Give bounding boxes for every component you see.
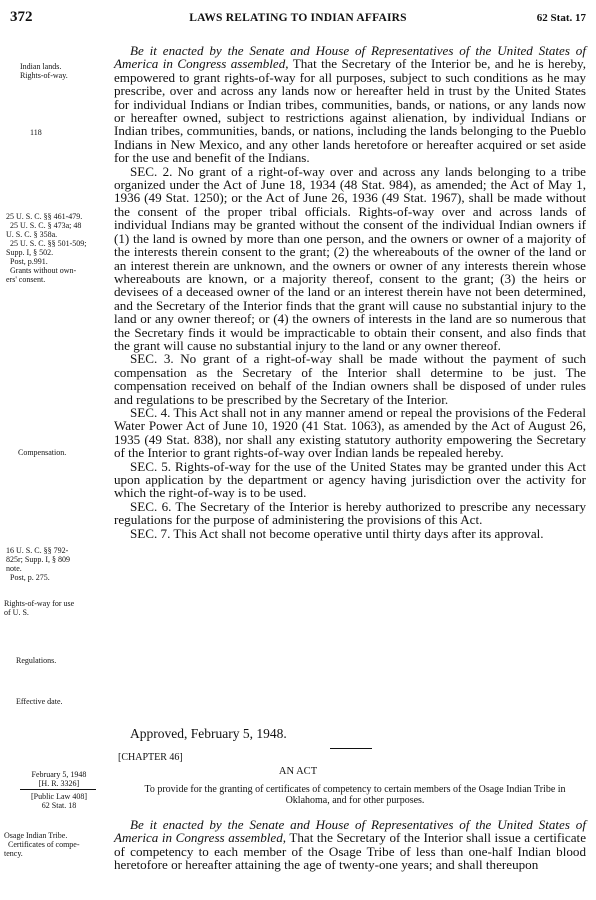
left-date: February 5, 1948 [31, 770, 87, 779]
section-2: SEC. 2. No grant of a right-of-way over and across any lands belonging to a tribe organized under the Act of June 18, 1934 (48 Stat. 984), as amended; the Act of May 1, 1936 (49 Stat. 1250); or the Act of June 26, 1936 (49 Stat. 1967), shall be made without the consent of the proper tribal officials. Rights-of-way over and across lands of individual Indians may be granted without the consent of the individual Indian owners if (1) the land is owned by more than one person, and the owners or owner of a majority of the interests therein consent to the grant; (2) the whereabouts of the owner of the land or an interest therein are unknown, and the owners or owner of any interests therein whose whereabouts are known, or a majority thereof, consent to the grant; (3) the heirs or devisees of a deceased owner of the land or an interest therein have not been determined, and the Secretary of the Interior finds that the grant will cause no substantial injury to the land or any owner thereof; or (4) the owners of interests in the land are so numerous that the Secretary finds it would be impracticable to obtain their consent, and also finds that the grant will cause no substantial injury to the land or any owner thereof. [114, 163, 586, 353]
section-7: SEC. 7. This Act shall not become operative until thirty days after its approval. [130, 525, 544, 541]
margin-note-regulations [16, 656, 124, 665]
enacting-paragraph [114, 44, 586, 165]
chapter-heading: [CHAPTER 46] [118, 752, 183, 763]
margin-note-line: 25 U. S. C. §§ 461-479. [6, 212, 83, 221]
margin-note-line: Regulations. [16, 656, 57, 665]
margin-note-line: Compensation. [18, 448, 67, 457]
margin-note-line: 825r; Supp. I, § 809 [6, 555, 70, 564]
margin-note-line: 16 U. S. C. §§ 792- [6, 546, 69, 555]
margin-note-line: 118 [30, 128, 42, 137]
margin-note-line: tency. [4, 849, 23, 858]
section-4: SEC. 4. This Act shall not in any manner amend or repeal the provisions of the Federal Water Power Act of June 10, 1920 (41 Stat. 1063), as amended by the Act of August 26, 1935 (49 Stat. 838), nor shall any existing statutory authority empowering the Secretary of the Interior to grant rights-of-way over Indian lands be repealed hereby. [114, 404, 586, 461]
margin-note-line: 25 U. S. C. §§ 501-509; [6, 239, 87, 248]
section-divider [330, 748, 372, 749]
act-text-part1 [114, 44, 586, 540]
left-divider [20, 789, 96, 790]
section-6: SEC. 6. The Secretary of the Interior is hereby authorized to prescribe any necessary regulations for the purpose of administering the provisions of this Act. [114, 498, 586, 528]
margin-note-line: Rights-of-way for use [4, 599, 75, 608]
margin-note-effective-date [16, 697, 124, 706]
an-act-heading: AN ACT [278, 766, 318, 777]
margin-note-indian-lands [20, 62, 128, 80]
page-number: 372 [10, 9, 33, 25]
margin-note-line: Effective date. [16, 697, 63, 706]
act-caption: To provide for the granting of certificates of competency to certain members of the Osage Indian Tribe in Oklahoma, and for other purposes. [144, 784, 566, 806]
osage-enacting-paragraph [114, 818, 586, 872]
margin-note-line: Grants without own- [6, 266, 77, 275]
margin-note-line: of U. S. [4, 608, 29, 617]
margin-note-line: note. [6, 564, 22, 573]
margin-note-line: Rights-of-way. [20, 71, 68, 80]
left-public-law: [Public Law 408] [31, 792, 87, 801]
margin-note-line: Osage Indian Tribe. [4, 831, 68, 840]
margin-note-line: Indian lands. [20, 62, 62, 71]
act-text-part2 [114, 818, 586, 872]
osage-enacting-text: That the Secretary of the Interior shall issue a certificate of competency to each member of the Osage Tribe of less than one-half Indian blood heretofore or hereafter attaining the age of twenty-one years; and shall thereupon [114, 830, 587, 873]
enacting-text: That the Secretary of the Interior be, and he is hereby, empowered to grant rights-of-way for all purposes, subject to such conditions as he may prescribe, over and across any lands now or hereafter held in trust by the United States for individual Indians or Indian tribes, communities, bands, or nations, or any lands now or hereafter owned, subject to restrictions against alienation, by individual Indians or Indian tribes, communities, bands, or nations, including the lands belonging to the Pueblo Indians in New Mexico, and any other lands heretofore or hereafter acquired or set aside for the use and benefit of the Indians. [114, 56, 586, 166]
running-title: LAWS RELATING TO INDIAN AFFAIRS [189, 12, 407, 24]
statute-reference: 62 Stat. 17 [536, 12, 586, 24]
margin-note-line: U. S. C. § 358a. [6, 230, 58, 239]
margin-note-compensation [18, 448, 126, 457]
margin-note-line: 25 U. S. C. § 473a; 48 [6, 221, 82, 230]
margin-note-rights-of-way-us [4, 599, 112, 617]
left-bill-number: [H. R. 3326] [38, 779, 80, 788]
margin-note-osage [4, 831, 112, 858]
margin-note-line: Supp. I, § 502. [6, 248, 54, 257]
margin-note-line: Certificates of compe- [4, 840, 80, 849]
section-5: SEC. 5. Rights-of-way for the use of the United States may be granted under this Act upon application by the department or agency having jurisdiction over the activity for which the right-of-way is to be used. [114, 458, 586, 501]
margin-note-usc-citations [6, 212, 114, 284]
section-3: SEC. 3. No grant of a right-of-way shall be made without the payment of such compensation as the Secretary of the Interior shall determine to be just. The compensation received on behalf of the Indian owners shall be disposed of under rules and regulations to be prescribed by the Secretary of the Interior. [114, 351, 586, 407]
enacting-clause: Be it enacted by the Senate and House of Representatives of the United States of America in Congress assembled, [114, 43, 586, 72]
osage-enacting-clause: Be it enacted by the Senate and House of Representatives of the United States of America in Congress assembled, [114, 817, 586, 846]
left-stat-ref: 62 Stat. 18 [41, 801, 77, 810]
margin-note-line: Post, p. 275. [6, 573, 50, 582]
margin-note-line: ers' consent. [6, 275, 46, 284]
margin-note-water-power [6, 546, 114, 582]
approval-date: Approved, February 5, 1948. [130, 726, 287, 741]
margin-note-line: Post, p.991. [6, 257, 48, 266]
